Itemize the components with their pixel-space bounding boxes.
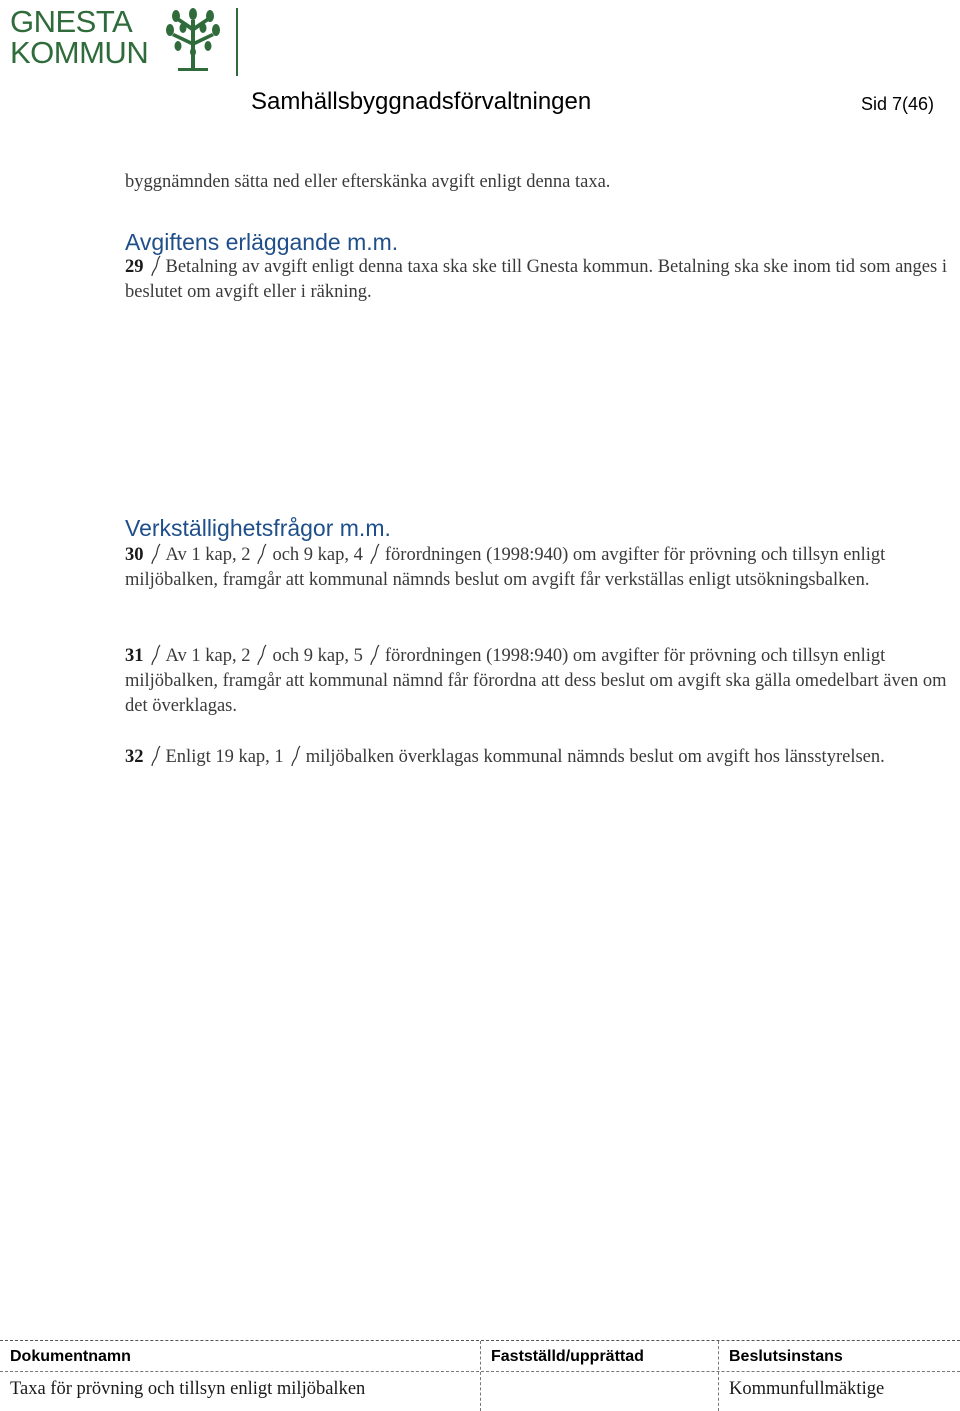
paragraph-text: och 9 kap, 4 <box>272 545 363 565</box>
section-heading-enforcement: Verkställighetsfrågor m.m. <box>125 515 391 541</box>
paragraph-text: Enligt 19 kap, 1 <box>165 747 284 767</box>
paragraph-text: förordningen (1998:940) om avgifter för prövning och tillsyn enligt miljöbalken, framgår att kommunal nämnd får förordna att dess beslut om avgift ska gälla omedelbart även om det överklagas. <box>125 646 947 716</box>
section-sign-icon <box>369 543 381 565</box>
paragraph-number: 31 <box>125 646 144 666</box>
paragraph-32 <box>125 745 955 770</box>
footer-header: Fastställd/upprättad <box>491 1348 644 1365</box>
section-sign-icon <box>369 644 381 666</box>
section-sign-icon <box>290 745 302 767</box>
paragraph-text: Av 1 kap, 2 <box>165 545 251 565</box>
logo-line-2: KOMMUN <box>10 35 149 70</box>
document-footer <box>0 1340 960 1410</box>
footer-row-divider <box>0 1371 960 1372</box>
tree-emblem-icon <box>164 6 222 72</box>
paragraph-text: Betalning av avgift enligt denna taxa ska ske till Gnesta kommun. Betalning ska ske inom tid som anges i beslutet om avgift eller i räkning. <box>125 257 947 302</box>
section-sign-icon <box>256 644 268 666</box>
footer-col-decision-body <box>718 1341 960 1411</box>
logo-wordmark <box>10 6 148 68</box>
paragraph-number: 30 <box>125 545 144 565</box>
page-number: Sid 7(46) <box>860 94 934 114</box>
paragraph-31 <box>125 644 955 719</box>
paragraph-number: 29 <box>125 257 144 277</box>
paragraph-text: miljöbalken överklagas kommunal nämnds beslut om avgift hos länsstyrelsen. <box>305 747 885 767</box>
section-sign-icon <box>150 255 162 277</box>
gnesta-logo <box>10 6 235 72</box>
logo-divider <box>236 8 238 76</box>
section-sign-icon <box>256 543 268 565</box>
footer-col-established <box>480 1341 719 1411</box>
department-name: Samhällsbyggnadsförvaltningen <box>251 88 592 115</box>
footer-table <box>0 1340 960 1411</box>
paragraph-text: förordningen (1998:940) om avgifter för prövning och tillsyn enligt miljöbalken, framgår att kommunal nämnds beslut om avgift får verkställas enligt utsökningsbalken. <box>125 545 886 590</box>
intro-paragraph: byggnämnden sätta ned eller efterskänka avgift enligt denna taxa. <box>125 172 611 192</box>
footer-header: Beslutsinstans <box>729 1348 843 1365</box>
footer-value: Kommunfullmäktige <box>729 1379 885 1399</box>
paragraph-text: och 9 kap, 5 <box>272 646 363 666</box>
logo-line-1: GNESTA <box>10 4 133 39</box>
section-sign-icon <box>150 745 162 767</box>
paragraph-number: 32 <box>125 747 144 767</box>
section-sign-icon <box>150 543 162 565</box>
section-heading-payment: Avgiftens erläggande m.m. <box>125 229 399 255</box>
footer-value: Taxa för prövning och tillsyn enligt miljöbalken <box>10 1379 366 1399</box>
paragraph-text: Av 1 kap, 2 <box>165 646 251 666</box>
footer-header: Dokumentnamn <box>10 1348 131 1365</box>
paragraph-30 <box>125 543 955 593</box>
footer-col-document-name <box>0 1341 480 1411</box>
paragraph-29 <box>125 255 955 305</box>
section-sign-icon <box>150 644 162 666</box>
